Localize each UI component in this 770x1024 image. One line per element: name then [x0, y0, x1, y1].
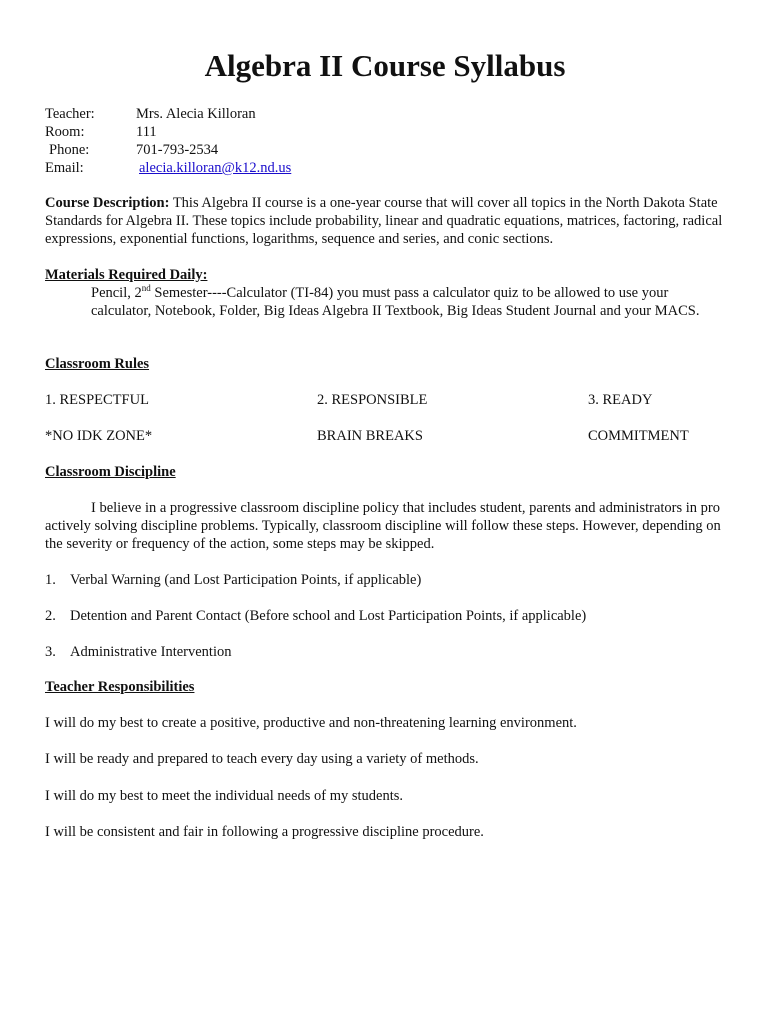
- email-label: Email:: [45, 160, 84, 176]
- page-title: Algebra II Course Syllabus: [204, 48, 566, 83]
- teacher-label: Teacher:: [45, 106, 95, 122]
- responsibilities-heading: Teacher Responsibilities: [45, 679, 195, 695]
- materials-text: [91, 284, 711, 320]
- room-label: Room:: [45, 124, 85, 140]
- phone-label: Phone:: [49, 142, 90, 158]
- step-number: 1.: [45, 572, 56, 588]
- responsibility-item: I will do my best to create a positive, productive and non-threatening learning environment.: [45, 715, 577, 731]
- rule-ready: 3. READY: [588, 392, 653, 408]
- email-link[interactable]: alecia.killoran@k12.nd.us: [139, 160, 292, 176]
- step-number: 3.: [45, 644, 56, 660]
- responsibility-item: I will be consistent and fair in following a progressive discipline procedure.: [45, 824, 484, 840]
- discipline-text: I believe in a progressive classroom discipline policy that includes student, parents and administrators in pro actively solving discipline problems. Typically, classroom discipline will follow these steps. However, depending on the severity or frequency of the action, some steps may be skipped.: [45, 500, 721, 552]
- rule-brain-breaks: BRAIN BREAKS: [317, 428, 423, 444]
- phone-number: 701-793-2534: [136, 142, 219, 158]
- rule-responsible: 2. RESPONSIBLE: [317, 392, 428, 408]
- teacher-name: Mrs. Alecia Killoran: [136, 106, 256, 122]
- rule-commitment: COMMITMENT: [588, 428, 689, 444]
- materials-post: Semester----Calculator (TI-84) you must pass a calculator quiz to be allowed to use your calculator, Notebook, Folder, Big Ideas Algebra II Textbook, Big Ideas Student Journal and your MACS.: [91, 285, 700, 319]
- rules-heading: Classroom Rules: [45, 356, 150, 372]
- course-description: [45, 194, 725, 248]
- rule-respectful: 1. RESPECTFUL: [45, 392, 149, 408]
- materials-sup: nd: [141, 283, 151, 294]
- step-text: Detention and Parent Contact (Before school and Lost Participation Points, if applicable): [70, 608, 587, 624]
- materials-heading: Materials Required Daily:: [45, 267, 208, 283]
- materials-pre: Pencil, 2: [91, 285, 142, 301]
- course-description-label: Course Description:: [45, 195, 170, 211]
- rule-no-idk-zone: *NO IDK ZONE*: [45, 428, 153, 444]
- step-text: Administrative Intervention: [70, 644, 232, 660]
- responsibility-item: I will be ready and prepared to teach every day using a variety of methods.: [45, 751, 479, 767]
- step-text: Verbal Warning (and Lost Participation Points, if applicable): [70, 572, 422, 588]
- step-number: 2.: [45, 608, 56, 624]
- room-number: 111: [136, 124, 157, 140]
- discipline-heading: Classroom Discipline: [45, 464, 176, 480]
- responsibility-item: I will do my best to meet the individual needs of my students.: [45, 788, 404, 804]
- course-description-text: This Algebra II course is a one-year course that will cover all topics in the North Dakota State Standards for Algebra II. These topics include probability, linear and quadratic equations, matrices, factoring, radical expressions, exponential functions, logarithms, sequence and series, and conic sections.: [45, 195, 723, 247]
